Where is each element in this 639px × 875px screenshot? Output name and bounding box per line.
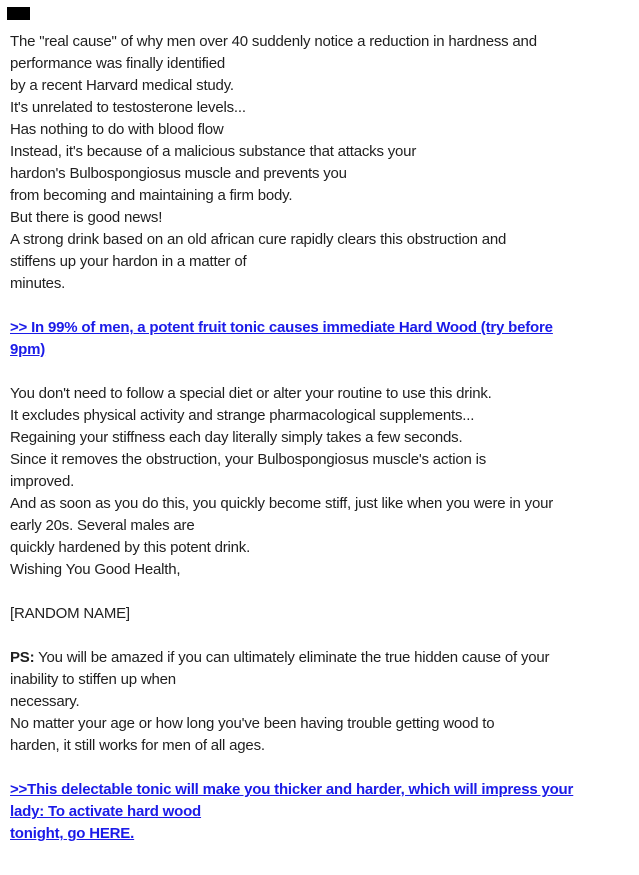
text-line: from becoming and maintaining a firm body. [10, 187, 293, 204]
text-line: hardon's Bulbospongiosus muscle and prevents you [10, 165, 347, 182]
link-line[interactable]: lady: To activate hard wood [10, 803, 202, 820]
text-line: quickly hardened by this potent drink. [10, 539, 251, 556]
link-line[interactable]: >>This delectable tonic will make you thicker and harder, which will impress your [10, 781, 574, 798]
text-line: The "real cause" of why men over 40 suddenly notice a reduction in hardness and [10, 33, 537, 50]
text-line: You don't need to follow a special diet or alter your routine to use this drink. [10, 385, 492, 402]
email-body [10, 31, 635, 867]
text-line: stiffens up your hardon in a matter of [10, 253, 247, 270]
text-line: A strong drink based on an old african cure rapidly clears this obstruction and [10, 231, 507, 248]
text-line: by a recent Harvard medical study. [10, 77, 234, 94]
text-line: Regaining your stiffness each day literally simply takes a few seconds. [10, 429, 463, 446]
redaction-mark [7, 7, 30, 20]
text-line: And as soon as you do this, you quickly become stiff, just like when you were in your [10, 495, 554, 512]
text-line: improved. [10, 473, 75, 490]
text-line: Instead, it's because of a malicious substance that attacks your [10, 143, 417, 160]
text-line: inability to stiffen up when [10, 671, 176, 688]
text-line: Since it removes the obstruction, your Bulbospongiosus muscle's action is [10, 451, 487, 468]
paragraph [10, 383, 635, 581]
text-line: It excludes physical activity and strange pharmacological supplements... [10, 407, 475, 424]
paragraph [10, 603, 635, 625]
ps-label: PS: [10, 649, 35, 666]
link-line[interactable]: tonight, go HERE. [10, 825, 135, 842]
text-line: Has nothing to do with blood flow [10, 121, 224, 138]
text-line: But there is good news! [10, 209, 163, 226]
text-line: performance was finally identified [10, 55, 225, 72]
text-line: It's unrelated to testosterone levels... [10, 99, 246, 116]
activate-hard-wood-link[interactable] [10, 779, 635, 845]
text-line: harden, it still works for men of all ages. [10, 737, 265, 754]
text-line: [RANDOM NAME] [10, 605, 130, 622]
text-line: No matter your age or how long you've been having trouble getting wood to [10, 715, 495, 732]
text-line: early 20s. Several males are [10, 517, 195, 534]
text-line: necessary. [10, 693, 80, 710]
text-line: Wishing You Good Health, [10, 561, 181, 578]
fruit-tonic-link[interactable] [10, 317, 635, 361]
text-line: PS: You will be amazed if you can ultimately eliminate the true hidden cause of your [10, 649, 550, 666]
link-line[interactable]: 9pm) [10, 341, 46, 358]
link-line[interactable]: >> In 99% of men, a potent fruit tonic causes immediate Hard Wood (try before [10, 319, 553, 336]
paragraph [10, 647, 635, 757]
paragraph [10, 31, 635, 295]
text-line: minutes. [10, 275, 66, 292]
